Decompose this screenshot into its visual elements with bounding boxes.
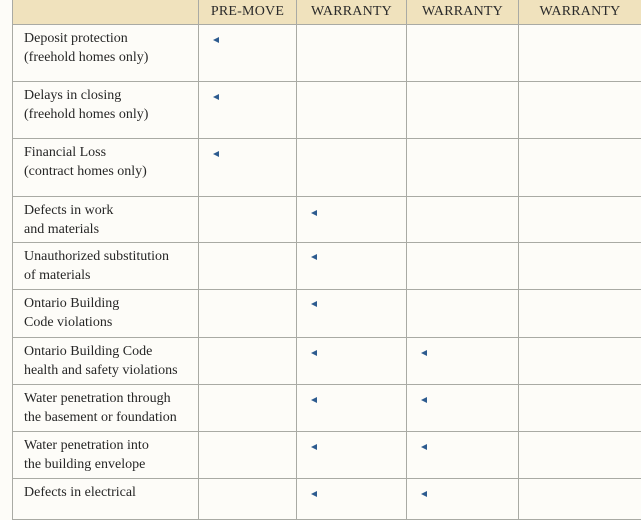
- coverage-marker-icon: [213, 37, 219, 43]
- row-label-line: Ontario Building: [24, 296, 120, 311]
- coverage-cell: [407, 385, 519, 431]
- coverage-marker-icon: [213, 151, 219, 157]
- row-label-line: (freehold homes only): [24, 107, 149, 122]
- coverage-cell: [407, 243, 519, 289]
- coverage-cell: [407, 432, 519, 478]
- row-label: [13, 25, 199, 81]
- row-label-line: Water penetration into: [24, 438, 149, 453]
- coverage-cell: [407, 479, 519, 519]
- header-warranty-3: WARRANTY: [539, 4, 621, 19]
- coverage-cell: [407, 290, 519, 337]
- row-label: [13, 290, 199, 337]
- coverage-cell: [519, 25, 641, 81]
- table-row: [13, 197, 641, 243]
- table-row: [13, 82, 641, 139]
- coverage-cell: [407, 197, 519, 242]
- row-label: [13, 197, 199, 242]
- coverage-cell: [519, 479, 641, 519]
- row-label: [13, 243, 199, 289]
- coverage-marker-icon: [421, 491, 427, 497]
- coverage-marker-icon: [421, 350, 427, 356]
- coverage-cell: [407, 82, 519, 138]
- coverage-cell: [297, 25, 407, 81]
- coverage-grid: [12, 0, 641, 520]
- row-label-line: health and safety violations: [24, 363, 178, 378]
- coverage-cell: [297, 290, 407, 337]
- coverage-cell: [519, 243, 641, 289]
- coverage-marker-icon: [311, 444, 317, 450]
- coverage-cell: [519, 432, 641, 478]
- row-label-line: Deposit protection: [24, 31, 128, 46]
- row-label-line: (freehold homes only): [24, 50, 149, 65]
- coverage-marker-icon: [311, 350, 317, 356]
- row-label: [13, 82, 199, 138]
- coverage-cell: [297, 243, 407, 289]
- table-row: [13, 25, 641, 82]
- row-label: [13, 385, 199, 431]
- coverage-cell: [519, 82, 641, 138]
- row-label-line: Defects in work: [24, 203, 114, 218]
- coverage-marker-icon: [311, 210, 317, 216]
- row-label-line: Ontario Building Code: [24, 344, 153, 359]
- coverage-cell: [199, 290, 297, 337]
- coverage-marker-icon: [311, 301, 317, 307]
- coverage-cell: [519, 338, 641, 384]
- coverage-cell: [407, 338, 519, 384]
- coverage-marker-icon: [311, 254, 317, 260]
- row-label-line: Financial Loss: [24, 145, 107, 160]
- table-row: [13, 290, 641, 338]
- coverage-cell: [297, 385, 407, 431]
- header-row: [13, 0, 641, 25]
- row-label-line: Water penetration through: [24, 391, 171, 406]
- row-label-line: Defects in electrical: [24, 485, 136, 500]
- coverage-cell: [519, 290, 641, 337]
- coverage-cell: [199, 338, 297, 384]
- row-label-line: and materials: [24, 222, 100, 237]
- row-label: [13, 338, 199, 384]
- table-row: [13, 139, 641, 197]
- header-pre-move: PRE-MOVE: [199, 0, 297, 24]
- table-row: [13, 479, 641, 520]
- coverage-cell: [407, 139, 519, 196]
- coverage-marker-icon: [421, 444, 427, 450]
- row-label: [13, 139, 199, 196]
- coverage-marker-icon: [311, 397, 317, 403]
- coverage-cell: [199, 25, 297, 81]
- table-row: [13, 338, 641, 385]
- coverage-cell: [199, 139, 297, 196]
- coverage-cell: [199, 479, 297, 519]
- coverage-cell: [519, 197, 641, 242]
- row-label-line: the basement or foundation: [24, 410, 177, 425]
- row-label-line: of materials: [24, 268, 91, 283]
- coverage-cell: [297, 82, 407, 138]
- table-row: [13, 432, 641, 479]
- coverage-cell: [297, 432, 407, 478]
- coverage-cell: [297, 139, 407, 196]
- row-label-line: Code violations: [24, 315, 113, 330]
- header-warranty-2: WARRANTY: [407, 0, 519, 24]
- table-row: [13, 385, 641, 432]
- coverage-marker-icon: [311, 491, 317, 497]
- coverage-cell: [199, 243, 297, 289]
- coverage-cell: [407, 25, 519, 81]
- header-warranty-1: WARRANTY: [297, 0, 407, 24]
- coverage-marker-icon: [421, 397, 427, 403]
- coverage-marker-icon: [213, 94, 219, 100]
- table-row: [13, 243, 641, 290]
- header-blank: [13, 0, 199, 24]
- coverage-cell: [199, 385, 297, 431]
- row-label-line: the building envelope: [24, 457, 146, 472]
- row-label-line: (contract homes only): [24, 164, 147, 179]
- coverage-cell: [519, 385, 641, 431]
- coverage-cell: [297, 479, 407, 519]
- row-label: [13, 479, 199, 519]
- coverage-cell: [199, 432, 297, 478]
- row-label-line: Unauthorized substitution: [24, 249, 170, 264]
- coverage-cell: [297, 197, 407, 242]
- coverage-cell: [519, 139, 641, 196]
- row-label: [13, 432, 199, 478]
- coverage-cell: [297, 338, 407, 384]
- coverage-cell: [199, 82, 297, 138]
- row-label-line: Delays in closing: [24, 88, 122, 103]
- coverage-cell: [199, 197, 297, 242]
